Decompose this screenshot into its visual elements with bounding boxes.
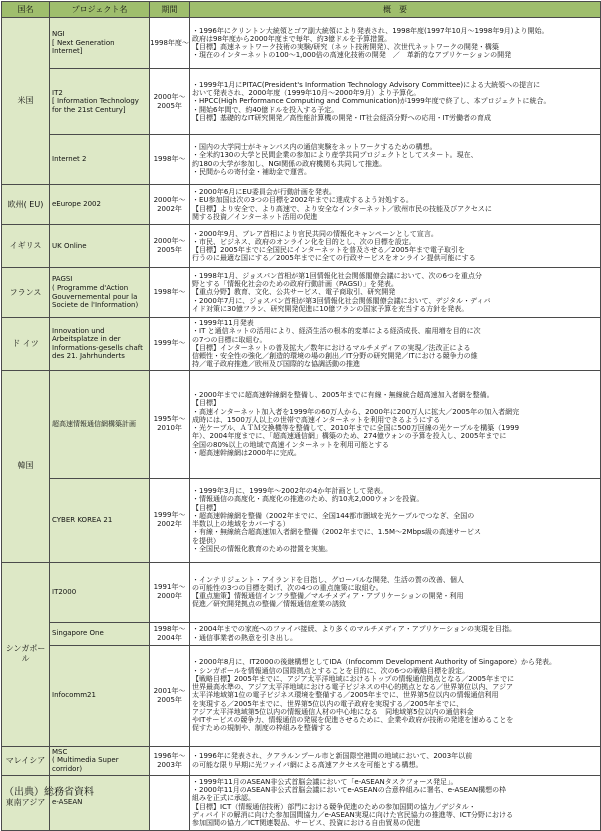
project-cell: UK Online (50, 225, 150, 268)
summary-line: おいて発表され、2000年度（1999年10月〜2000年9月）より予算化。 (192, 89, 421, 98)
table-row (2, 562, 601, 622)
table-row (2, 225, 601, 268)
summary-line: ・有線・無線統合超高速加入者網を整備（2002年までに、1.5M〜2Mbps級の高速サービス (192, 528, 482, 537)
summary-line: 約180の大学が参加し、NGI関係の政府機関も共同して推進。 (192, 159, 387, 168)
summary-line: ディバイドの解消に向けた参加国間協力／e-ASEAN実現に向けた官民協力の推進等、ICT分野における (192, 810, 514, 819)
summary-line: ・2000年9月、ブレア首相により官民共同の情報化キャンペーンとして宣言。 (192, 229, 438, 238)
summary-line: 促進／研究開発拠点の整備／情報通信産業の誘致 (192, 600, 346, 609)
summary-line: 【目標】2005年までに全国民にインターネットを普及させる／2005年まで電子取引を (192, 246, 465, 254)
summary-cell (190, 185, 601, 225)
period-cell: 1995年〜 2010年 (150, 370, 190, 478)
summary-line: ・高速インターネット加入者を1999年の60万人から、2000年に200万人に拡大／2005年の加入者網完 (192, 407, 520, 416)
header-project: プロジェクト名 (50, 2, 150, 18)
table-row (2, 135, 601, 185)
table-row (2, 622, 601, 645)
summary-line: ・情報通信の高度化・高度化の推進のため、約10兆2,000ウォンを投資。 (192, 495, 424, 504)
summary-line: ・現在のインターネットの100〜1,000倍の高速化技術の開発 ／ 革新的なアプリケーションの開発 (192, 51, 512, 60)
summary-cell (190, 478, 601, 562)
it-strategy-table (1, 1, 601, 831)
period-cell: 1998年〜 (150, 135, 190, 185)
summary-line: ・1999年3月に、1999年〜2002年の4か年計画として発表。 (192, 487, 388, 495)
summary-line: ・民間からの寄付金・補助金で運営。 (192, 167, 311, 176)
summary-line: ・2000年までに超高速幹線網を整備し、2005年までに有線・無線統合超高速加入者網を整備。 (192, 391, 494, 399)
summary-line: 政府は98年度から2000年度まで毎年、約3億ドルを予算措置。 (192, 34, 392, 43)
summary-line: 【重点分野】教育、文化、公共サービス、電子商取引、研究開発 (192, 288, 396, 297)
summary-line: 年）、2004年度までに、「超高速通信網」構築のため、274億ウォンの予算を投入し、2005年までに (192, 432, 507, 441)
project-cell: Innovation und Arbeitsplatze in der Informations-gesells chaft des 21. Jahrhunderts (50, 318, 150, 371)
summary-line: ・全国民の情報化教育のための措置を実施。 (192, 544, 332, 553)
country-cell: フランス (2, 268, 50, 318)
country-cell: マレイシア (2, 746, 50, 775)
period-cell: 1998年〜 (150, 268, 190, 318)
summary-line: ・2000年8月に、IT2000の後継構想としてIDA（Infocomm Development Authority of Singapore）から発表。 (192, 658, 557, 667)
summary-line: やITサービスの競争力、情報通信の発展を促進させるために、企業や政府が技術の発達を速めることを (192, 716, 514, 725)
summary-line: ・1998年1月、ジョスパン首相が第1回情報化社会関係閣僚会議において、次の6つを重点分 (192, 271, 482, 280)
summary-line: の可能性の3つの目標を掲げ、次の4つの重点施策に取組む。 (192, 583, 383, 592)
summary-line: ・開始6年間で、約40億ドルを投入する予定。 (192, 105, 339, 114)
period-cell: 2000年〜 2005年 (150, 225, 190, 268)
summary-line: ・1996年にクリントン大統領とゴア副大統領により発表され、1998年度(1997年10月〜1998年9月)より開始。 (192, 26, 549, 35)
period-cell: 1998年度〜 (150, 18, 190, 69)
project-cell: Infocomm21 (50, 645, 150, 746)
summary-line: ・光ケーブル、ＡＴＭ交換機等を整備して、2010年までに全国に500万回線の光ケーブルを構築（1999 (192, 424, 520, 432)
summary-line: 世界最高水準の、アジア太平洋地域における電子ビジネスの中心的拠点となる／世界第位以内、アジア (192, 683, 513, 692)
period-cell: 1999年〜 (150, 318, 190, 371)
summary-line: を提供） (192, 536, 220, 545)
country-cell: 欧州( EU) (2, 185, 50, 225)
source-note: （出典）総務省資料 (4, 787, 94, 798)
project-cell: PAGSI ( Programme d'Action Gouvernemental pour la Societe de l'Information) (50, 268, 150, 318)
table-row (2, 69, 601, 135)
summary-line: 【目標】インターネットの普及拡大／数年におけるマルチメディアの実現／法改正による (192, 343, 471, 352)
country-cell: 米国 (2, 18, 50, 185)
summary-line: 【目標】 (192, 399, 220, 408)
period-cell: 2001年〜 2005年 (150, 645, 190, 746)
summary-line: 行うのに最適な国にする／2005年までに全ての行政サービスをオンライン提供可能にする (192, 254, 476, 263)
summary-line: 太平洋地域第1位の電子ビジネス環境を整備する／2005年までに、世界第5位以内の情報通信利用 (192, 691, 499, 700)
summary-cell (190, 645, 601, 746)
summary-cell (190, 746, 601, 775)
header-row (2, 2, 601, 18)
summary-line: を実現する／2005年までに、世界第5位以内の電子政府を実現する／2005年までに、 (192, 699, 464, 708)
project-cell: Singapore One (50, 622, 150, 645)
summary-line: ・EU参加国は次の3つの目標を2002年までに達成するよう対処する。 (192, 196, 413, 205)
country-cell: イギリス (2, 225, 50, 268)
summary-line: イド対策に30億フラン、研究開発促進に10億フランの国家予算を充当する方針を発表。 (192, 304, 469, 313)
summary-line: アジア太平洋地域第5位以内の情報通信人材の中心地になる 同地域第5位以内の通信料金 (192, 707, 474, 716)
summary-line: ・シンガポールを情報通信の国際拠点とすることを目的に、次の6つの戦略目標を設定。 (192, 666, 470, 675)
summary-cell (190, 225, 601, 268)
project-cell: IT2 [ Information Technology for the 21st Century] (50, 69, 150, 135)
summary-line: ・HPCC(High Performance Computing and Communication)が1999年度で終了し、本プロジェクトに統合。 (192, 97, 551, 106)
table-row (2, 645, 601, 746)
table-row (2, 370, 601, 478)
project-cell: Internet 2 (50, 135, 150, 185)
summary-line: 【目標】より安全で、より高速で、より安全なインターネット／欧州市民の技能及びアクセスに (192, 204, 492, 213)
summary-cell (190, 775, 601, 830)
summary-cell (190, 135, 601, 185)
summary-line: 参加国間の協力／ICT関連製品、サービス、投資における自由貿易の促進 (192, 819, 421, 827)
summary-line: ・1996年に発表され、クアラルンプール市と新国際空港間の地域において、2003年以前 (192, 752, 473, 761)
table-body (2, 18, 601, 831)
summary-cell (190, 318, 601, 371)
project-cell: MSC ( Multimedia Super corridor) (50, 746, 150, 775)
project-cell: e-ASEAN (50, 775, 150, 830)
summary-line: 全国の80%以上の地域で高速インターネットを利用可能とする (192, 440, 389, 449)
summary-line: 組みを正式に承認。 (192, 794, 255, 803)
summary-line: 【戦略目標】2005年までに、アジア太平洋地域におけるトップの情報通信拠点となる／2005年までに (192, 674, 515, 683)
summary-line: 【目標】ICT（情報通信技術）部門における競争促進のための参加国間の協力／デジタル・ (192, 802, 476, 811)
summary-line: 野とする「情報化社会のための政府行動計画（PAGSI）」を発表。 (192, 280, 398, 289)
country-cell: 東南アジア (2, 775, 50, 830)
summary-line: 半数以上の地域をカバーする） (192, 520, 290, 528)
summary-line: の7つの目標に取組む。 (192, 335, 267, 344)
table-row (2, 318, 601, 371)
summary-cell (190, 562, 601, 622)
summary-cell (190, 69, 601, 135)
period-cell: 1999年〜 2002年 (150, 478, 190, 562)
summary-line: 信頼性・安全性の強化／創造的環境の場の創出／IT分野の研究開発／ITにおける競争力の維 (192, 352, 478, 360)
summary-line: 【目標】基礎的なIT研究開発／高性能計算機の開発・IT社会経済分野への応用・IT労働者の育成 (192, 113, 492, 122)
summary-cell (190, 18, 601, 69)
summary-line: 【目標】高速ネットワーク技術の実験/研究（ネット技術開発）、次世代ネットワークの開発・構築 (192, 43, 499, 51)
period-cell (150, 775, 190, 830)
table-row (2, 268, 601, 318)
summary-line: 促すための規制や、制度の枠組みを整備する (192, 724, 332, 733)
table-row (2, 746, 601, 775)
table-row (2, 18, 601, 69)
project-cell: CYBER KOREA 21 (50, 478, 150, 562)
country-cell: ド イツ (2, 318, 50, 371)
summary-line: 関する投資／インターネット活用の促進 (192, 212, 318, 221)
summary-line: ・通信事業者の熱意を引き出し。 (192, 633, 297, 642)
summary-line: の可能な限り早期に光ファイバ網による高速アクセスを可能とする構想。 (192, 760, 423, 769)
summary-line: ・IT と通信ネットの活用により、経済生活の根本的変革による経済成長、雇用増を目的に次 (192, 327, 481, 336)
header-summary: 概 要 (190, 2, 601, 18)
summary-line: ・2000年11月のASEAN非公式首脳会議においてe-ASEANの合意枠組みに署名、e-ASEAN構想の枠 (192, 786, 507, 794)
summary-line: ・1999年1月にPITAC(President's Information Technology Advisory Committee)による大統領への提言に (192, 80, 541, 89)
project-cell: NGI [ Next Generation Internet] (50, 18, 150, 69)
summary-line: ・1999年11月発表 (192, 319, 254, 327)
project-cell: 超高速情報通信網構築計画 (50, 370, 150, 478)
summary-line: ・国内の大学同士がキャンパス内の通信実験をネットワークするための構想。 (192, 143, 437, 151)
country-cell: 韓国 (2, 370, 50, 562)
period-cell: 1996年〜 2003年 (150, 746, 190, 775)
period-cell: 1991年〜 2000年 (150, 562, 190, 622)
summary-line: ・全米約130の大学と民間企業の参加により産学共同プロジェクトとしてスタート。現在、 (192, 151, 478, 160)
summary-line: ・超高速幹線網は2000年に完成。 (192, 448, 301, 457)
summary-line: 成時には、1500万人以上の世帯で高速インターネットを利用できるようにする (192, 415, 441, 424)
country-cell: シンガポール (2, 562, 50, 746)
table-row (2, 478, 601, 562)
summary-line: ・2004年までの家庭へのファイバ接続、より多くのマルチメディア・アプリケーションの実現を目指。 (192, 625, 516, 634)
period-cell: 1998年〜 2004年 (150, 622, 190, 645)
project-cell: eEurope 2002 (50, 185, 150, 225)
period-cell: 2000年〜 2005年 (150, 69, 190, 135)
summary-line: 【重点施策】情報通信インフラ整備／マルチメディア・アプリケーションの開発・利用 (192, 592, 464, 600)
summary-line: 【目標】 (192, 503, 220, 512)
summary-line: 持／電子政府推進／欧州及び国際的な協調活動の推進 (192, 360, 360, 369)
project-cell: IT2000 (50, 562, 150, 622)
table-row (2, 185, 601, 225)
summary-line: ・インテリジェント・アイランドを目指し、グローバルな開発、生活の質の改善、個人 (192, 575, 464, 584)
period-cell: 2000年〜 2002年 (150, 185, 190, 225)
header-period: 期間 (150, 2, 190, 18)
summary-line: ・市民、ビジネス、政府のオンライン化を目的とし、次の目標を設定。 (192, 237, 416, 246)
summary-line: ・2000年6月にEU委員会が行動計画を発表。 (192, 188, 336, 196)
summary-cell (190, 370, 601, 478)
summary-line: ・1999年11月のASEAN非公式首脳会議において「e-ASEANタスクフォース発足」。 (192, 777, 458, 786)
summary-cell (190, 268, 601, 318)
summary-line: ・超高速幹線網を整備（2002年までに、全国144都市圏域を光ケーブルでつなぎ、全国の (192, 511, 475, 520)
header-country: 国名 (2, 2, 50, 18)
summary-line: ・2000年7月に、ジョスパン首相が第3回情報化社会関係閣僚会議において、デジタル・ディバ (192, 296, 491, 305)
summary-cell (190, 622, 601, 645)
